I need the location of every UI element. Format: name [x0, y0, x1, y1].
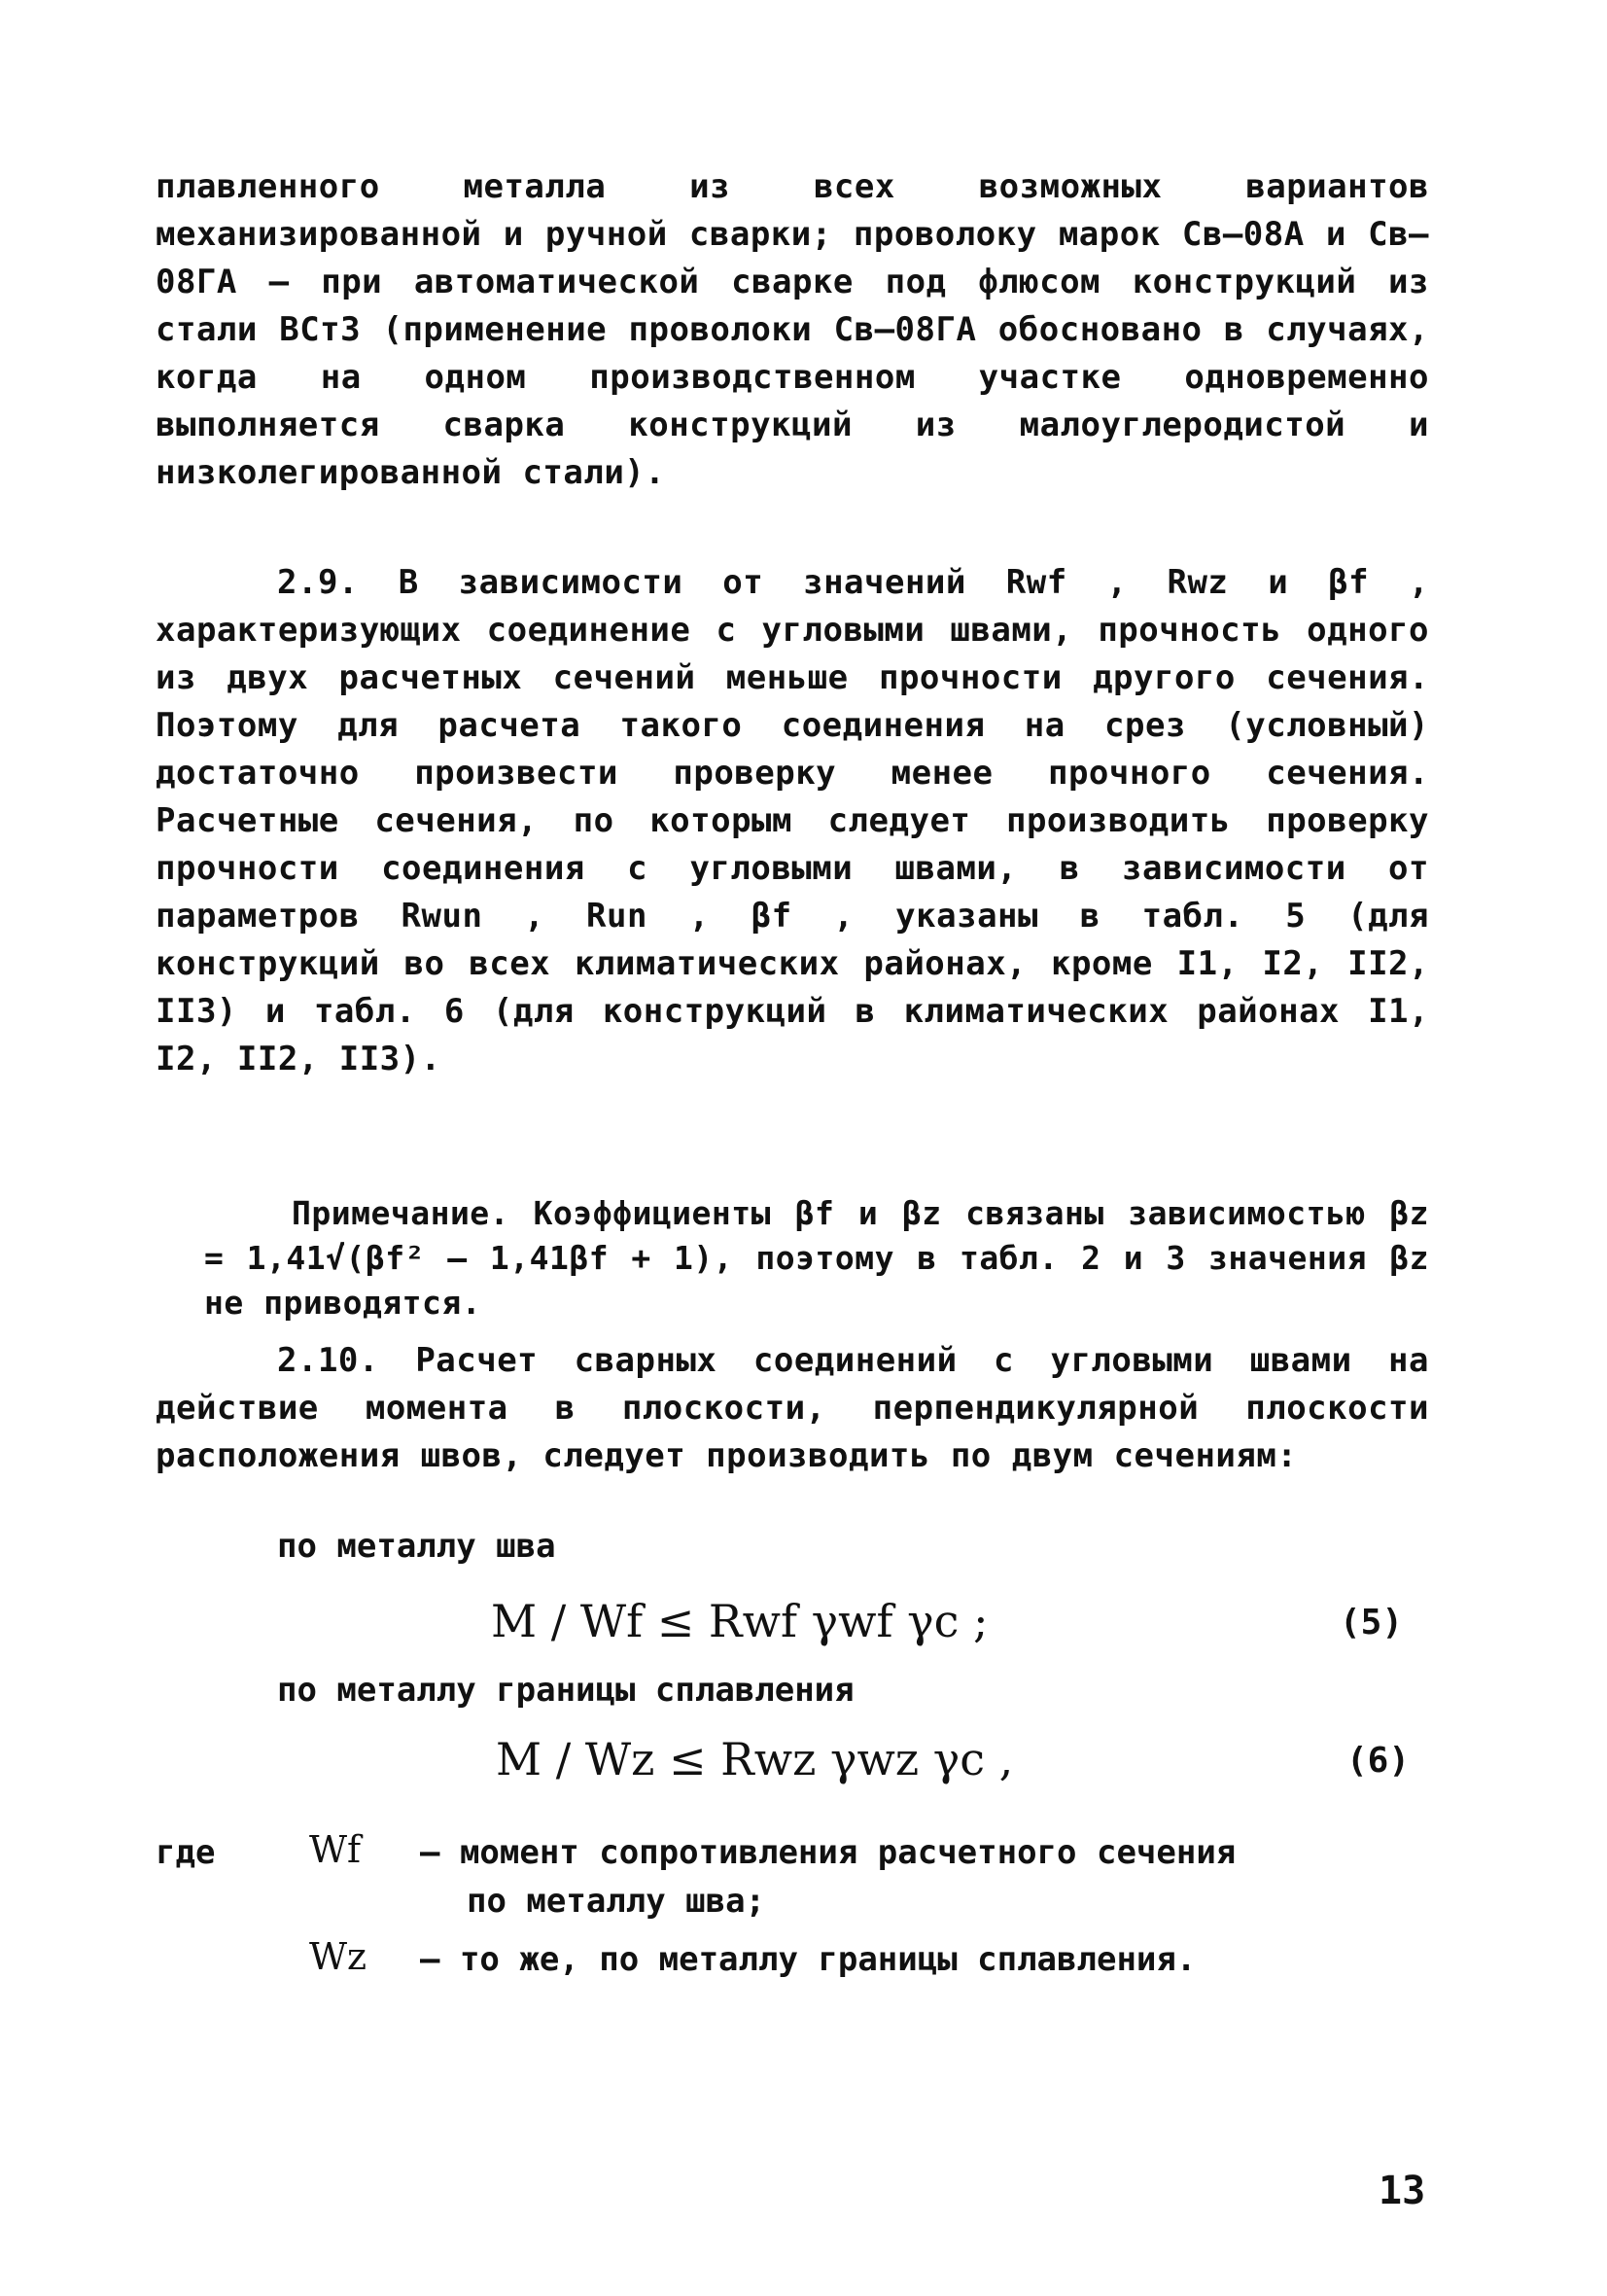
paragraph-text: 2.10. Расчет сварных соединений с угловыми швами на действие момента в плоскости, перпендикулярной плоскости расположения швов, следует производить по двум сечениям:	[156, 1341, 1429, 1475]
paragraph-continued	[156, 163, 1429, 497]
formula-6: M / Wz ≤ Rwz γwz γc ,	[496, 1733, 1014, 1785]
paragraph-2-9	[156, 559, 1429, 1083]
legend-symbol-wz	[309, 1935, 367, 1978]
legend-symbol-wf	[309, 1828, 361, 1871]
note	[204, 1191, 1429, 1325]
legend-text-wf: – момент сопротивления расчетного сечения	[420, 1833, 1237, 1872]
paragraph-2-10	[156, 1337, 1429, 1480]
paragraph-text: плавленного металла из всех возможных вариантов механизированной и ручной сварки; проволоку марок Св–08А и Св–08ГА – при автоматической сварке под флюсом конструкций из стали ВСт3 (применение проволоки Св–08ГА обосновано в случаях, когда на одном производственном участке одновременно выполняется сварка конструкций из малоуглеродистой и низколегированной стали).	[156, 167, 1429, 492]
symbol: Wz	[309, 1935, 367, 1978]
formula-5: M / Wf ≤ Rwf γwf γc ;	[491, 1595, 989, 1647]
paragraph-text: 2.9. В зависимости от значений Rwf , Rwz и βf , характеризующих соединение с угловыми швами, прочность одного из двух расчетных сечений меньше прочности другого сечения. Поэтому для расчета такого соединения на срез (условный) достаточно произвести проверку менее прочного сечения. Расчетные сечения, по которым следует производить проверку прочности соединения с угловыми швами, в зависимости от параметров Rwun , Run , βf , указаны в табл. 5 (для конструкций во всех климатических районах, кроме I1, I2, II2, II3) и табл. 6 (для конструкций в климатических районах I1, I2, II2, II3).	[156, 563, 1429, 1078]
label-weld-metal: по металлу шва	[277, 1527, 556, 1566]
equation-number-6: (6)	[1346, 1741, 1411, 1781]
note-text: Примечание. Коэффициенты βf и βz связаны зависимостью βz = 1,41√(βf² – 1,41βf + 1), поэтому в табл. 2 и 3 значения βz не приводятся.	[204, 1194, 1429, 1322]
legend-text-wf-cont: по металлу шва;	[467, 1882, 766, 1921]
page-number: 13	[1379, 2169, 1426, 2213]
symbol: Wf	[309, 1828, 362, 1871]
equation-number-5: (5)	[1340, 1603, 1404, 1643]
where-label: где	[156, 1833, 216, 1872]
label-fusion-boundary: по металлу границы сплавления	[277, 1671, 855, 1710]
legend-text-wz: – то же, по металлу границы сплавления.	[420, 1940, 1197, 1979]
